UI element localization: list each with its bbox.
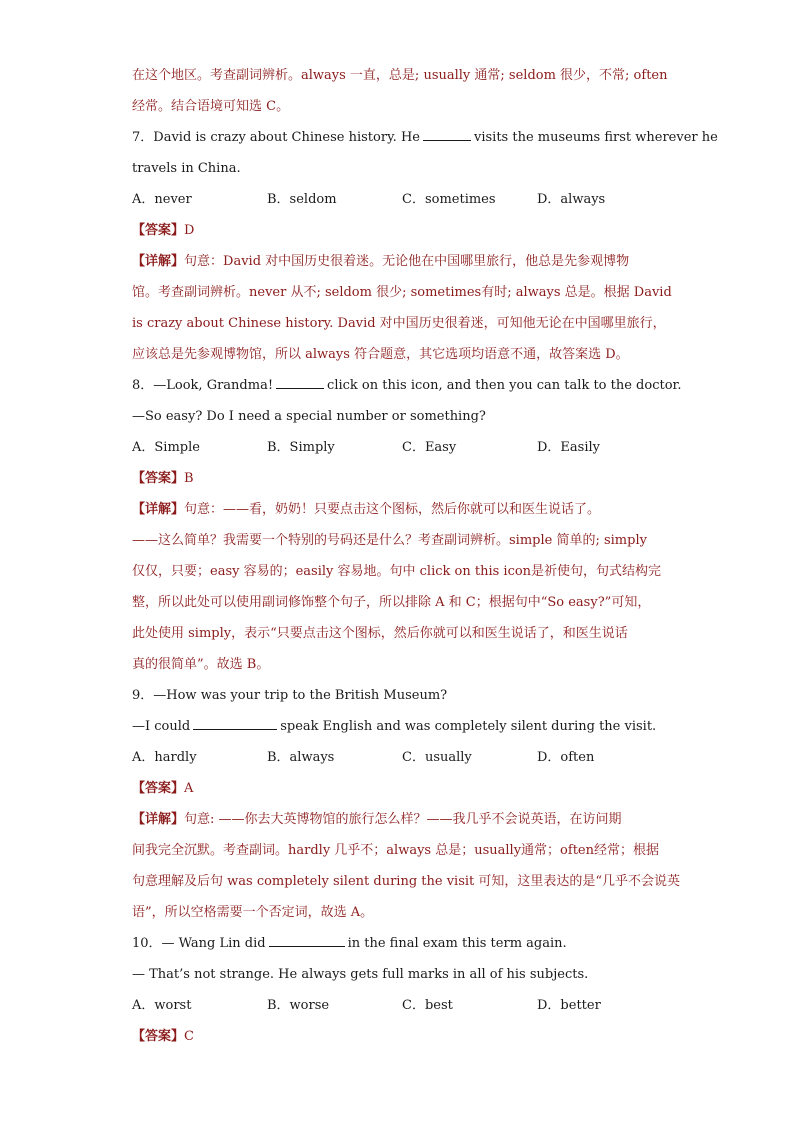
q7-options [132, 184, 672, 215]
q10-answer [132, 1021, 672, 1052]
q8-stem-b: click on this icon, and then you can talk to the doctor. [327, 378, 682, 393]
q7-option-b: B．seldom [267, 192, 337, 207]
q7-detail-line-2: 馆。考查副词辨析。never 从不; seldom 很少; sometimes有时; always 总是。根据 David [132, 285, 672, 300]
q7-blank [423, 128, 471, 141]
q9-stem-line-1: 9．—How was your trip to the British Museum? [132, 688, 448, 703]
q9-detail-text-1: 句意: ——你去大英博物馆的旅行怎么样？——我几乎不会说英语，在访问期 [184, 812, 622, 827]
q8-option-d: D．Easily [537, 440, 600, 455]
q8-answer [132, 463, 672, 494]
q8-detail-line-6: 真的很简单”。故选 B。 [132, 657, 270, 672]
q7-detail-line-3: is crazy about Chinese history. David 对中国历史很着迷，可知他无论在中国哪里旅行， [132, 316, 666, 331]
q8-option-c: C．Easy [402, 440, 457, 455]
q9-blank [193, 717, 277, 730]
q10-stem-a: 10．— Wang Lin did [132, 936, 266, 951]
q10-option-b: B．worse [267, 998, 330, 1013]
q9-option-d: D．often [537, 750, 595, 765]
q9-detail-line-4: 语”，所以空格需要一个否定词，故选 A。 [132, 905, 374, 920]
q10-stem-line-1 [132, 928, 672, 959]
q8-stem-line-1 [132, 370, 682, 401]
q7-stem-a: 7．David is crazy about Chinese history. He [132, 130, 420, 145]
q8-detail-line-2: ——这么简单？我需要一个特别的号码还是什么？考查副词辨析。simple 简单的; simply [132, 533, 647, 548]
q9-option-c: C．usually [402, 750, 472, 765]
q9-stem-c: speak English and was completely silent during the visit. [280, 719, 657, 734]
q8-stem-line-2: —So easy? Do I need a special number or something? [132, 409, 486, 424]
q10-option-c: C．best [402, 998, 453, 1013]
q9-stem-line-2 [132, 711, 672, 742]
q7-detail-line-1 [132, 246, 672, 277]
q8-option-b: B．Simply [267, 440, 335, 455]
q10-answer-value: C [184, 1029, 194, 1044]
q8-option-a: A．Simple [132, 440, 200, 455]
q8-blank [276, 376, 324, 389]
q7-option-a: A．never [132, 192, 192, 207]
q9-option-b: B．always [267, 750, 335, 765]
q9-detail-line-3: 句意理解及后句 was completely silent during the visit 可知，这里表达的是“几乎不会说英 [132, 874, 681, 889]
q8-stem-a: 8．—Look, Grandma! [132, 378, 274, 393]
q8-detail-line-1 [132, 494, 672, 525]
q7-option-d: D．always [537, 192, 606, 207]
q7-detail-text-1: 句意：David 对中国历史很着迷。无论他在中国哪里旅行，他总是先参观博物 [184, 254, 630, 269]
q7-stem-line-1 [132, 122, 718, 153]
q8-detail-line-5: 此处使用 simply，表示“只要点击这个图标，然后你就可以和医生说话了，和医生说话 [132, 626, 628, 641]
q10-blank [269, 934, 345, 947]
q8-answer-value: B [184, 471, 194, 486]
q8-answer-tag: 【答案】 [132, 471, 185, 486]
intro-line-1: 在这个地区。考查副词辨析。always 一直，总是; usually 通常; seldom 很少，不常; often [132, 68, 668, 83]
q9-options [132, 742, 672, 773]
q10-stem-line-2: — That’s not strange. He always gets full marks in all of his subjects. [132, 967, 589, 982]
q9-stem-b: —I could [132, 719, 191, 734]
q7-option-c: C．sometimes [402, 192, 496, 207]
q9-answer-tag: 【答案】 [132, 781, 185, 796]
intro-line-2: 经常。结合语境可知选 C。 [132, 99, 290, 114]
q8-detail-line-3: 仅仅，只要；easy 容易的；easily 容易地。句中 click on this icon是祈使句，句式结构完 [132, 564, 662, 579]
q10-answer-tag: 【答案】 [132, 1029, 185, 1044]
q10-option-d: D．better [537, 998, 601, 1013]
q7-detail-line-4: 应该总是先参观博物馆，所以 always 符合题意，其它选项均语意不通，故答案选 D。 [132, 347, 629, 362]
q9-detail-line-1 [132, 804, 672, 835]
q8-detail-line-4: 整，所以此处可以使用副词修饰整个句子，所以排除 A 和 C；根据句中“So easy?”可知， [132, 595, 651, 610]
q9-answer [132, 773, 672, 804]
q8-options [132, 432, 672, 463]
q10-options [132, 990, 672, 1021]
q7-answer [132, 215, 672, 246]
q7-stem-line-2: travels in China. [132, 161, 241, 176]
q10-stem-b: in the final exam this term again. [347, 936, 567, 951]
q7-answer-value: D [184, 223, 195, 238]
q7-detail-tag: 【详解】 [132, 254, 185, 269]
document-page [132, 60, 718, 1052]
q7-answer-tag: 【答案】 [132, 223, 185, 238]
q9-answer-value: A [184, 781, 194, 796]
q9-detail-tag: 【详解】 [132, 812, 185, 827]
q7-stem-b: visits the museums first wherever he [473, 130, 718, 145]
q9-option-a: A．hardly [132, 750, 197, 765]
q8-detail-text-1: 句意：——看，奶奶！只要点击这个图标，然后你就可以和医生说话了。 [184, 502, 601, 517]
q8-detail-tag: 【详解】 [132, 502, 185, 517]
q9-detail-line-2: 间我完全沉默。考查副词。hardly 几乎不；always 总是；usually通常；often经常；根据 [132, 843, 659, 858]
q10-option-a: A．worst [132, 998, 192, 1013]
